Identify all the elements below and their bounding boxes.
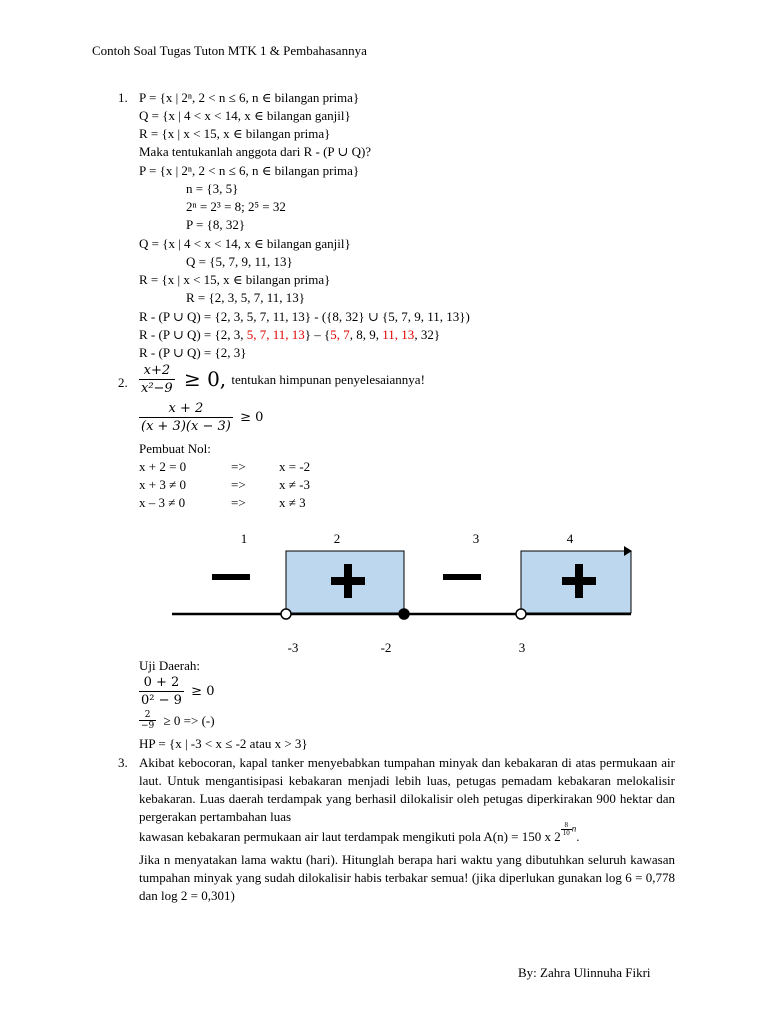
arrow: => <box>231 495 246 510</box>
author-credit: By: Zahra Ulinnuha Fikri <box>518 965 651 980</box>
arrow: => <box>231 477 246 492</box>
open-point <box>281 609 291 619</box>
point-label: 3 <box>518 640 526 655</box>
final-answer: R - (P ∪ Q) = {2, 3} <box>139 345 247 360</box>
sign-number-line <box>0 520 768 660</box>
zero-row-left: x + 3 ≠ 0 <box>139 477 186 492</box>
problem-paragraph: Akibat kebocoran, kapal tanker menyebabkan tumpahan minyak dan kebakaran di atas permukaan air laut. Untuk mengantisipasi kebakaran menjadi lebih luas, petugas pemadam kebakaran melokalisir kebakaran. Luas daerah terdampak yang berhasil dilokalisir oleh petugas diperkirakan 900 hektar dan pergerakan pertambahan luas <box>139 755 675 824</box>
solution-line-highlighted: R - (P ∪ Q) = {2, 3, 5, 7, 11, 13} – {5, 7, 8, 9, 11, 13, 32} <box>139 327 441 342</box>
set-q-definition: Q = {x | 4 < x < 14, x ∈ bilangan ganjil} <box>139 108 351 123</box>
set-r-definition: R = {x | x < 15, x ∈ bilangan prima} <box>139 272 331 287</box>
inequality-statement: $\frac{x+2}{\text{x²−9}}$ ≥ 0, tentukan himpunan penyelesaiannya! <box>141 363 425 396</box>
region-label: 4 <box>566 531 574 546</box>
question-text: Maka tentukanlah anggota dari R - (P ∪ Q)? <box>139 144 372 159</box>
factored-inequality: $\frac{x + 2}{(x + 3)(x - 3)}$ ≥ 0 <box>141 401 264 434</box>
minus-sign-icon <box>443 574 481 580</box>
problem-number: 3. <box>118 755 128 770</box>
plus-sign-icon <box>344 564 352 598</box>
solution-line: R = {2, 3, 5, 7, 11, 13} <box>186 290 305 305</box>
zero-row-right: x ≠ 3 <box>279 495 306 510</box>
region-label: 3 <box>472 531 480 546</box>
set-q-definition: Q = {x | 4 < x < 14, x ∈ bilangan ganjil} <box>139 236 351 251</box>
zero-row-left: x + 2 = 0 <box>139 459 187 474</box>
point-label: -3 <box>287 640 299 655</box>
solution-line: n = {3, 5} <box>186 181 239 196</box>
section-heading: Uji Daerah: <box>139 658 201 673</box>
region-label: 2 <box>333 531 341 546</box>
section-heading: Pembuat Nol: <box>139 441 211 456</box>
problem-number: 2. <box>118 375 128 390</box>
open-point <box>516 609 526 619</box>
solution-line: Q = {5, 7, 9, 11, 13} <box>186 254 293 269</box>
set-p-definition: P = {x | 2ⁿ, 2 < n ≤ 6, n ∈ bilangan prima} <box>139 163 360 178</box>
zero-row-right: x = -2 <box>279 459 311 474</box>
point-label: -2 <box>380 640 392 655</box>
solution-line: P = {8, 32} <box>186 217 246 232</box>
formula-line: kawasan kebakaran permukaan air laut terdampak mengikuti pola A(n) = 150 x 2 $^{\frac{8}{10} n}$. <box>139 821 580 844</box>
solution-line: R - (P ∪ Q) = {2, 3, 5, 7, 11, 13} - ({8, 32} ∪ {5, 7, 9, 11, 13}) <box>139 309 470 324</box>
zero-row-left: x – 3 ≠ 0 <box>139 495 186 510</box>
minus-sign-icon <box>212 574 250 580</box>
problem-number: 1. <box>118 90 128 105</box>
test-result: $\frac{2}{-9}$ ≥ 0 => (-) <box>141 710 215 731</box>
page-title: Contoh Soal Tugas Tuton MTK 1 & Pembahasannya <box>92 43 367 58</box>
region-label: 1 <box>240 531 248 546</box>
problem-paragraph: Jika n menyatakan lama waktu (hari). Hitunglah berapa hari waktu yang dibutuhkan seluruh kawasan tumpahan minyak yang sudah dilokalisir habis terbakar semua! (jika diperlukan gunakan log 6 = 0,778 dan log 2 = 0,301) <box>139 852 675 903</box>
zero-row-right: x ≠ -3 <box>279 477 310 492</box>
set-r-definition: R = {x | x < 15, x ∈ bilangan prima} <box>139 126 331 141</box>
solution-line: 2ⁿ = 2³ = 8; 2⁵ = 32 <box>186 199 286 214</box>
set-p-definition: P = {x | 2ⁿ, 2 < n ≤ 6, n ∈ bilangan prima} <box>139 90 360 105</box>
closed-point <box>399 609 409 619</box>
arrow: => <box>231 459 246 474</box>
solution-set: HP = {x | -3 < x ≤ -2 atau x > 3} <box>139 736 308 751</box>
test-fraction: $\frac{0 + 2}{\text{0² − 9}}$ ≥ 0 <box>141 675 215 708</box>
plus-sign-icon <box>575 564 583 598</box>
